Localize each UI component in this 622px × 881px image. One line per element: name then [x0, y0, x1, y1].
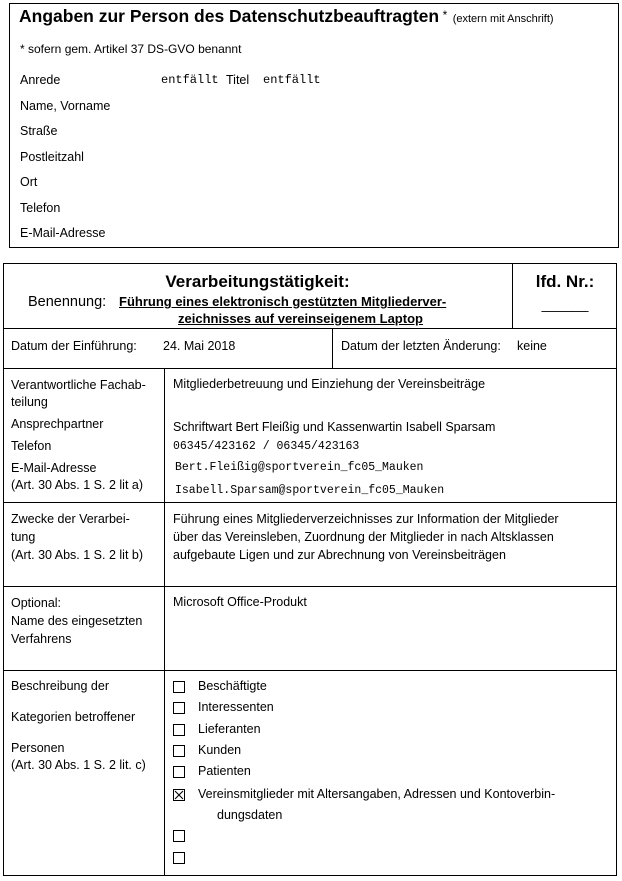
categories-label-1: Beschreibung der	[11, 679, 109, 693]
procedure-label: Optional:	[11, 596, 62, 610]
dpo-footnote: * sofern gem. Artikel 37 DS-GVO benannt	[20, 42, 242, 56]
category-checkbox[interactable]	[173, 702, 185, 714]
category-option-cont: dungsdaten	[217, 808, 283, 822]
category-option-label: Interessenten	[198, 700, 274, 714]
activity-section	[3, 263, 617, 876]
purpose-text	[173, 510, 559, 564]
category-checkbox[interactable]	[173, 745, 185, 757]
intro-date-label: Datum der Einführung:	[11, 339, 137, 353]
activity-title: Verarbeitungstätigkeit:	[165, 272, 350, 291]
category-option-label: Vereinsmitglieder mit Altersangaben, Adressen und Kontoverbin-	[198, 787, 556, 801]
category-option-label: Kunden	[198, 743, 242, 757]
responsible-labels	[11, 376, 146, 494]
category-checkbox[interactable]	[173, 830, 185, 842]
number-line: ______	[541, 296, 589, 312]
categories-label-3: Personen	[11, 741, 65, 755]
change-date-value: keine	[517, 339, 547, 353]
field-label-name: Name, Vorname	[20, 99, 111, 113]
divider	[3, 586, 617, 587]
naming-line-1: Führung eines elektronisch gestützten Mitgliederver-	[119, 294, 447, 309]
divider	[3, 670, 617, 671]
category-checkbox[interactable]	[173, 766, 185, 778]
change-date-label: Datum der letzten Änderung:	[341, 339, 501, 353]
category-option-label: Lieferanten	[198, 722, 261, 736]
field-label-zip: Postleitzahl	[20, 150, 84, 164]
field-label-phone: Telefon	[20, 201, 61, 215]
category-checkbox[interactable]	[173, 789, 185, 801]
procedure-value: Microsoft Office-Produkt	[173, 595, 307, 609]
naming-label: Benennung:	[28, 294, 107, 310]
responsible-label: Ansprechpartner	[11, 417, 104, 431]
procedure-label: Verfahrens	[11, 632, 72, 646]
category-checkbox[interactable]	[173, 681, 185, 693]
categories-label-2: Kategorien betroffener	[11, 710, 136, 724]
field-label-email: E-Mail-Adresse	[20, 226, 106, 240]
responsible-label: teilung	[11, 395, 48, 409]
phone-value: 06345/423162 / 06345/423163	[173, 440, 360, 453]
purpose-label: (Art. 30 Abs. 1 S. 2 lit b)	[11, 548, 144, 562]
dpo-title-note: (extern mit Anschrift)	[452, 13, 554, 25]
titel-label: Titel	[226, 73, 250, 87]
email-value-2: Isabell.Sparsam@sportverein_fc05_Mauken	[175, 484, 445, 497]
email-value-1: Bert.Fleißig@sportverein_fc05_Mauken	[175, 461, 424, 474]
responsible-label: Verantwortliche Fachab-	[11, 378, 146, 392]
titel-value: entfällt	[263, 73, 321, 87]
category-option-label: Patienten	[198, 764, 251, 778]
divider	[3, 368, 617, 369]
purpose-label: Zwecke der Verarbei-	[11, 512, 130, 526]
intro-date-value: 24. Mai 2018	[163, 339, 236, 353]
naming-line-2: zeichnisses auf vereinseigenem Laptop	[178, 311, 423, 326]
field-label-anrede: Anrede	[20, 73, 61, 87]
field-label-city: Ort	[20, 175, 38, 189]
field-label-street: Straße	[20, 124, 58, 138]
responsible-label: Telefon	[11, 439, 52, 453]
checkmark-x-icon	[174, 790, 184, 800]
divider	[332, 328, 333, 368]
category-checkbox[interactable]	[173, 852, 185, 864]
contact-value: Schriftwart Bert Fleißig und Kassenwartin Isabell Sparsam	[173, 420, 496, 434]
categories-label-4: (Art. 30 Abs. 1 S. 2 lit. c)	[11, 758, 146, 772]
category-checkbox[interactable]	[173, 724, 185, 736]
divider	[3, 328, 617, 329]
purpose-line: über das Vereinsleben, Zuordnung der Mitglieder in nach Altsklassen	[173, 530, 554, 544]
procedure-labels	[11, 594, 142, 648]
procedure-label: Name des eingesetzten	[11, 614, 143, 628]
dpo-section	[9, 3, 619, 248]
responsible-label: E-Mail-Adresse	[11, 461, 97, 475]
purpose-line: Führung eines Mitgliederverzeichnisses zur Information der Mitglieder	[173, 512, 559, 526]
number-label: lfd. Nr.:	[535, 272, 595, 291]
category-option-label: Beschäftigte	[198, 679, 267, 693]
purpose-line: aufgebaute Ligen und zur Abrechnung von Vereinsbeiträgen	[173, 548, 506, 562]
responsible-label: (Art. 30 Abs. 1 S. 2 lit a)	[11, 478, 144, 492]
anrede-value: entfällt	[161, 73, 219, 87]
divider	[164, 368, 165, 876]
divider	[3, 502, 617, 503]
department-value: Mitgliederbetreuung und Einziehung der Vereinsbeiträge	[173, 377, 486, 391]
dpo-title: Angaben zur Person des Datenschutzbeauftragten	[19, 6, 440, 26]
purpose-label: tung	[11, 530, 36, 544]
dpo-title-mark: *	[442, 8, 448, 22]
purpose-labels	[11, 510, 143, 564]
dpo-title-row	[19, 6, 554, 27]
